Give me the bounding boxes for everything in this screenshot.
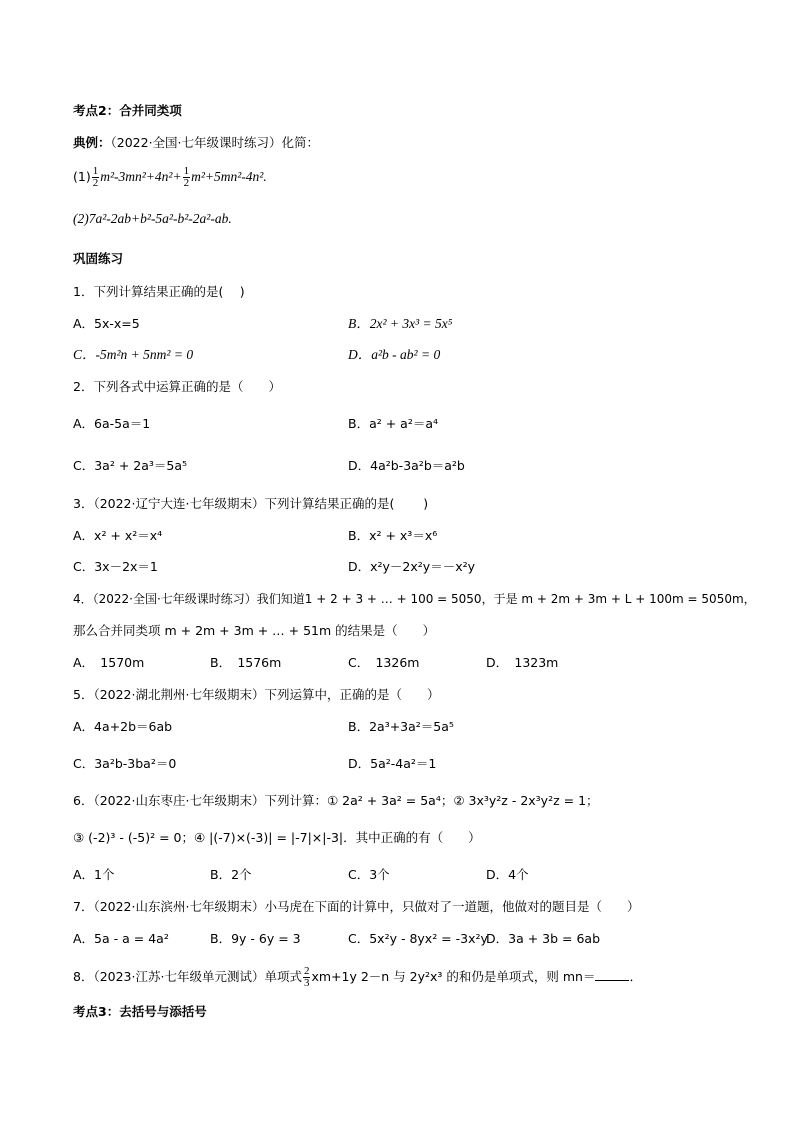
question-8-stem: [73, 966, 642, 989]
question-5-option-a: A．4a+2b＝6ab: [73, 719, 173, 734]
question-4-option-a: A． 1570m: [73, 655, 145, 670]
question-1-option-c: C．-5m²n + 5nm² = 0: [73, 347, 194, 362]
question-7-option-a: A．5a - a = 4a²: [73, 931, 169, 946]
question-1-option-d: D．a²b - ab² = 0: [348, 347, 441, 362]
question-3-option-c: C．3x－2x＝1: [73, 559, 158, 574]
question-6-option-b: B．2个: [210, 867, 252, 882]
question-6-option-d: D．4个: [486, 867, 529, 882]
question-2-option-c: C．3a² + 2a³＝5a⁵: [73, 458, 188, 473]
question-4-option-b: B． 1576m: [210, 655, 282, 670]
question-4-option-d: D． 1323m: [486, 655, 559, 670]
example-prefix: 典例：: [73, 135, 111, 150]
question-5-stem: 5．（2022·湖北荆州·七年级期末）下列运算中，正确的是（ ）: [73, 687, 440, 702]
question-2-option-a: A．6a-5a＝1: [73, 416, 151, 431]
question-5-option-d: D．5a²-4a²＝1: [348, 756, 437, 771]
answer-blank[interactable]: [595, 968, 629, 981]
question-3-stem: 3．（2022·辽宁大连·七年级期末）下列计算结果正确的是( ): [73, 496, 429, 511]
example-part-1-expr-a: m²-3mn²+4n²+: [100, 169, 182, 184]
question-2-option-b: B．a² + a²＝a⁴: [348, 416, 439, 431]
question-8-stem-a: 8．（2023·江苏·七年级单元测试）单项式: [73, 969, 302, 984]
fraction-half: $\frac{1}{2}$: [92, 165, 99, 189]
question-7-option-d: D．3a + 3b = 6ab: [486, 931, 601, 946]
question-6-stem-line-1: 6．（2022·山东枣庄·七年级期末）下列计算：① 2a² + 3a² = 5a⁴；② 3x³y²z - 2x³y²z = 1；: [73, 793, 599, 808]
example-intro: [73, 134, 319, 152]
fraction-half-2: $\frac{1}{2}$: [183, 165, 190, 189]
question-3-option-d: D．x²y－2x²y＝－x²y: [348, 559, 475, 574]
question-8-stem-b: xm+1y 2－n 与 2y²x³ 的和仍是单项式，则 mn＝: [311, 969, 596, 984]
question-5-option-c: C．3a²b-3ba²＝0: [73, 756, 177, 771]
question-2-option-d: D．4a²b-3a²b＝a²b: [348, 458, 465, 473]
practice-heading: 巩固练习: [73, 251, 124, 266]
question-7-option-b: B．9y - 6y = 3: [210, 931, 301, 946]
fraction-two-thirds: $\frac{2}{3}$: [303, 965, 310, 989]
question-5-option-b: B．2a³+3a²＝5a⁵: [348, 719, 454, 734]
question-1-option-b: B．2x² + 3x³ = 5x⁵: [348, 316, 453, 331]
question-1-stem: 1．下列计算结果正确的是( ): [73, 284, 245, 299]
question-2-stem: 2．下列各式中运算正确的是（ ）: [73, 379, 281, 394]
example-part-1: [73, 166, 267, 189]
question-6-option-a: A．1个: [73, 867, 115, 882]
question-7-option-c: C．5x²y - 8yx² = -3x²y: [348, 931, 488, 946]
question-6-option-c: C．3个: [348, 867, 390, 882]
question-1-option-a: A．5x-x=5: [73, 316, 140, 331]
example-part-2: (2)7a²-2ab+b²-5a²-b²-2a²-ab.: [73, 211, 232, 226]
section-heading-2: 考点2：合并同类项: [73, 103, 182, 118]
question-3-option-a: A．x² + x²＝x⁴: [73, 528, 163, 543]
question-4-stem-line-2: 那么合并同类项 m + 2m + 3m + … + 51m 的结果是（ ）: [73, 623, 436, 638]
question-4-option-c: C． 1326m: [348, 655, 420, 670]
example-source: （2022·全国·七年级课时练习）化简：: [110, 135, 320, 150]
section-heading-3: 考点3：去括号与添括号: [73, 1004, 207, 1019]
example-part-1-label: (1): [73, 169, 91, 184]
question-7-stem: 7．（2022·山东滨州·七年级期末）小马虎在下面的计算中，只做对了一道题，他做对的题目是（ ）: [73, 899, 640, 914]
question-8-stem-c: ．: [629, 969, 642, 984]
question-4-stem-line-1: 4．（2022·全国·七年级课时练习）我们知道1 + 2 + 3 + … + 100 = 5050，于是 m + 2m + 3m + L + 100m = 5050m，: [73, 592, 756, 606]
question-6-stem-line-2: ③ (-2)³ - (-5)² = 0；④ |(-7)×(-3)| = |-7|×|-3|．其中正确的有（ ）: [73, 830, 481, 845]
question-3-option-b: B．x² + x³＝x⁶: [348, 528, 438, 543]
example-part-1-expr-b: m²+5mn²-4n².: [191, 169, 267, 184]
